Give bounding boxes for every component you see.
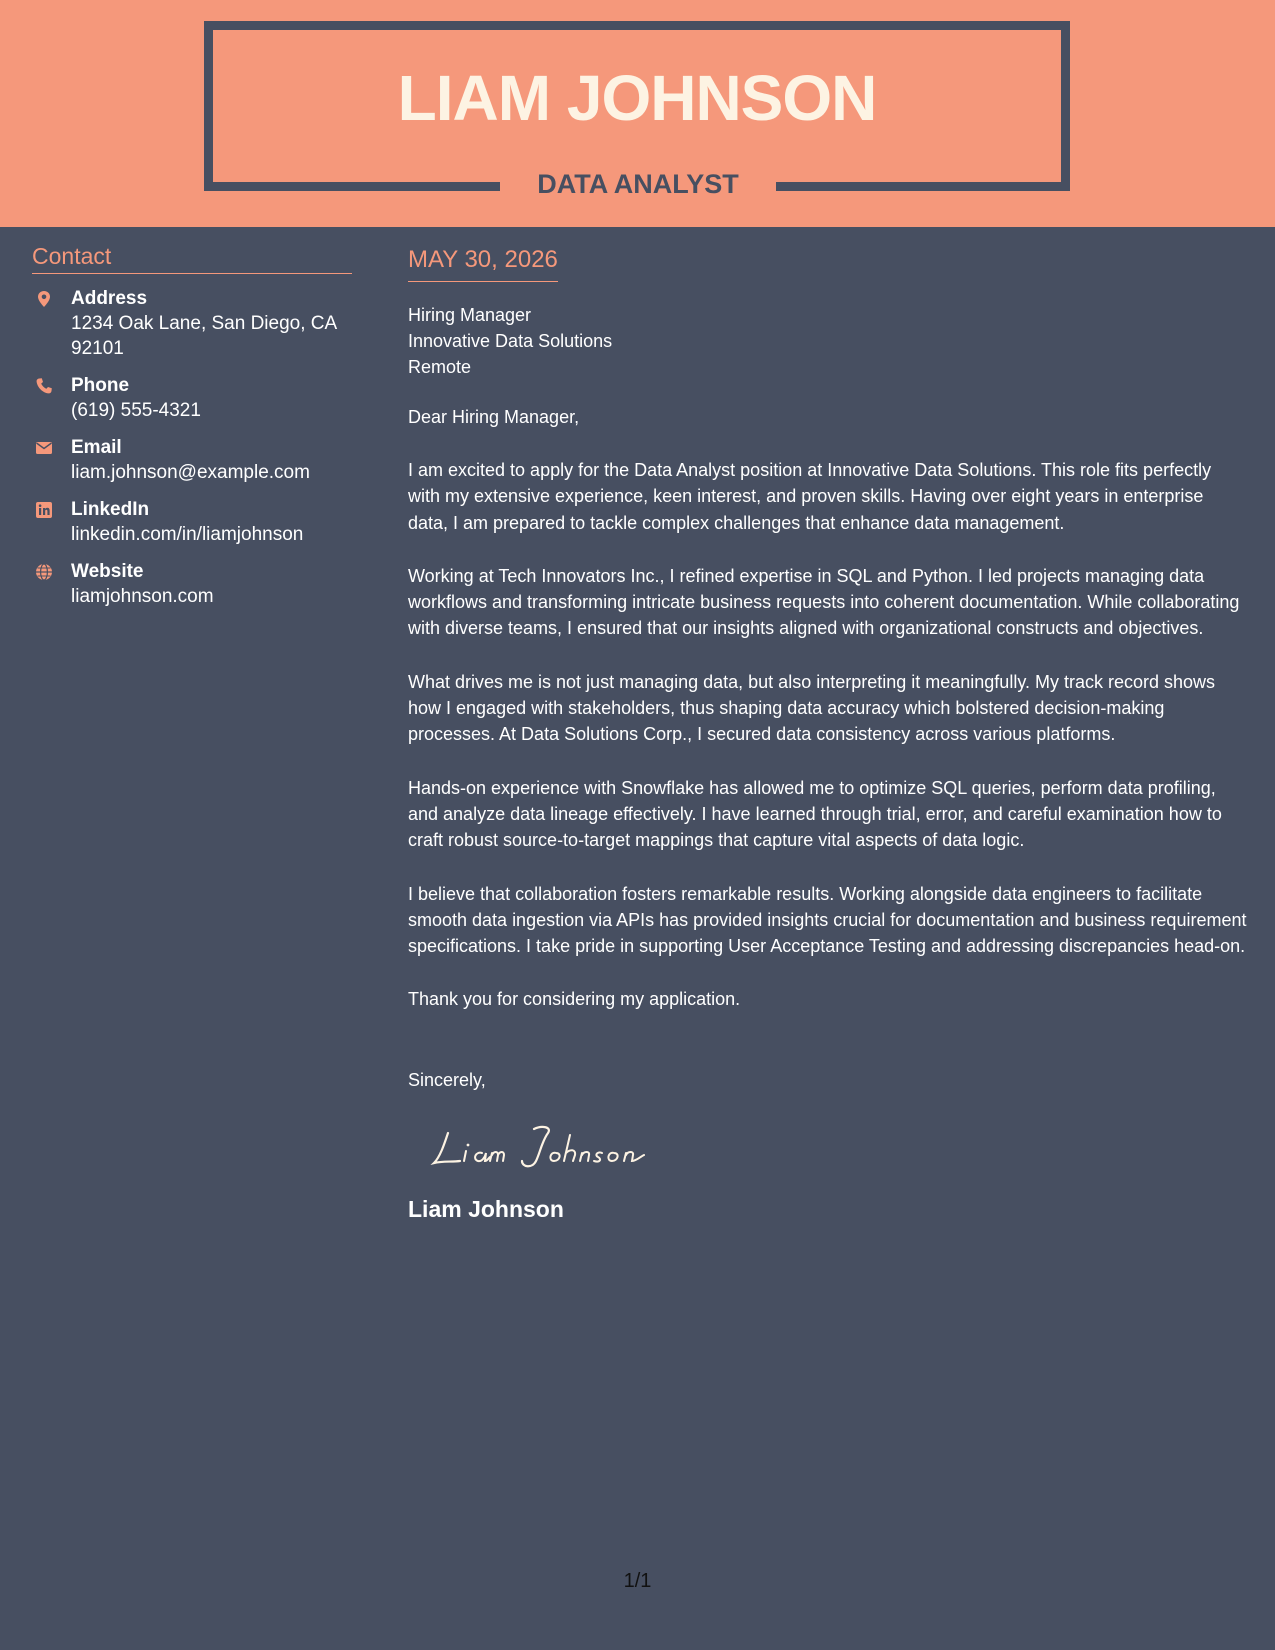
- linkedin-icon: [35, 501, 53, 519]
- letter-paragraph: What drives me is not just managing data, but also interpreting it meaningfully. My track record shows how I engaged with stakeholders, thus shaping data accuracy which bolstered decision-making processes. At Data Solutions Corp., I secured data consistency across various platforms.: [408, 671, 1216, 745]
- letter-body: [408, 244, 1248, 1224]
- map-pin-icon: [35, 290, 53, 308]
- letter-paragraph: I believe that collaboration fosters remarkable results. Working alongside data engineers to facilitate smooth data ingestion via APIs has provided insights crucial for documentation and business requirement specifications. I take pride in supporting User Acceptance Testing and addressing discrepancies head-on.: [408, 883, 1247, 957]
- contact-sidebar: [32, 242, 352, 621]
- letter-paragraph: I am excited to apply for the Data Analyst position at Innovative Data Solutions. This role fits perfectly with my extensive experience, keen interest, and proven skills. Having over eight years in enterprise data, I am prepared to tackle complex challenges that enhance data management.: [408, 460, 1212, 533]
- contact-email: [32, 435, 352, 485]
- contact-linkedin: [32, 497, 352, 547]
- contact-phone: [32, 373, 352, 423]
- linkedin-value[interactable]: linkedin.com/in/liamjohnson: [71, 524, 304, 545]
- phone-label: Phone: [71, 375, 130, 396]
- linkedin-label: LinkedIn: [71, 499, 150, 520]
- email-label: Email: [71, 437, 122, 458]
- recipient-line: Innovative Data Solutions: [408, 331, 613, 351]
- phone-icon: [35, 377, 53, 395]
- letter-paragraph: Working at Tech Innovators Inc., I refined expertise in SQL and Python. I led projects managing data workflows and transforming intricate business requests into coherent documentation. While collaborating with diverse teams, I ensured that our insights aligned with organizational constructs and objectives.: [408, 565, 1240, 639]
- recipient-line: Remote: [408, 357, 472, 377]
- phone-value: (619) 555-4321: [71, 400, 201, 421]
- recipient-block: [408, 302, 1248, 380]
- letter-date: MAY 30, 2026: [408, 246, 558, 273]
- recipient-line: Hiring Manager: [408, 305, 532, 325]
- contact-address: [32, 286, 352, 361]
- globe-icon: [35, 563, 53, 581]
- closing: Sincerely,: [408, 1069, 486, 1090]
- contact-heading: Contact: [32, 242, 352, 274]
- address-value: 1234 Oak Lane, San Diego, CA 92101: [71, 313, 337, 359]
- job-title: DATA ANALYST: [537, 169, 739, 199]
- salutation: Dear Hiring Manager,: [408, 407, 580, 427]
- website-label: Website: [71, 561, 144, 582]
- page-number: 1/1: [623, 1570, 652, 1592]
- envelope-icon: [35, 439, 53, 457]
- header-banner: [0, 0, 1275, 227]
- letter-paragraph: Thank you for considering my application.: [408, 989, 741, 1010]
- candidate-name: LIAM JOHNSON: [397, 62, 877, 134]
- address-label: Address: [71, 288, 148, 309]
- signer-name: Liam Johnson: [408, 1195, 564, 1222]
- handwritten-signature: [430, 1117, 670, 1177]
- date-block: [408, 244, 558, 282]
- contact-website: [32, 559, 352, 609]
- letter-paragraph: Hands-on experience with Snowflake has allowed me to optimize SQL queries, perform data profiling, and analyze data lineage effectively. I have learned through trial, error, and careful examination how to craft robust source-to-target mappings that capture vital aspects of data logic.: [408, 777, 1222, 851]
- website-value[interactable]: liamjohnson.com: [71, 586, 214, 607]
- email-value[interactable]: liam.johnson@example.com: [71, 462, 310, 483]
